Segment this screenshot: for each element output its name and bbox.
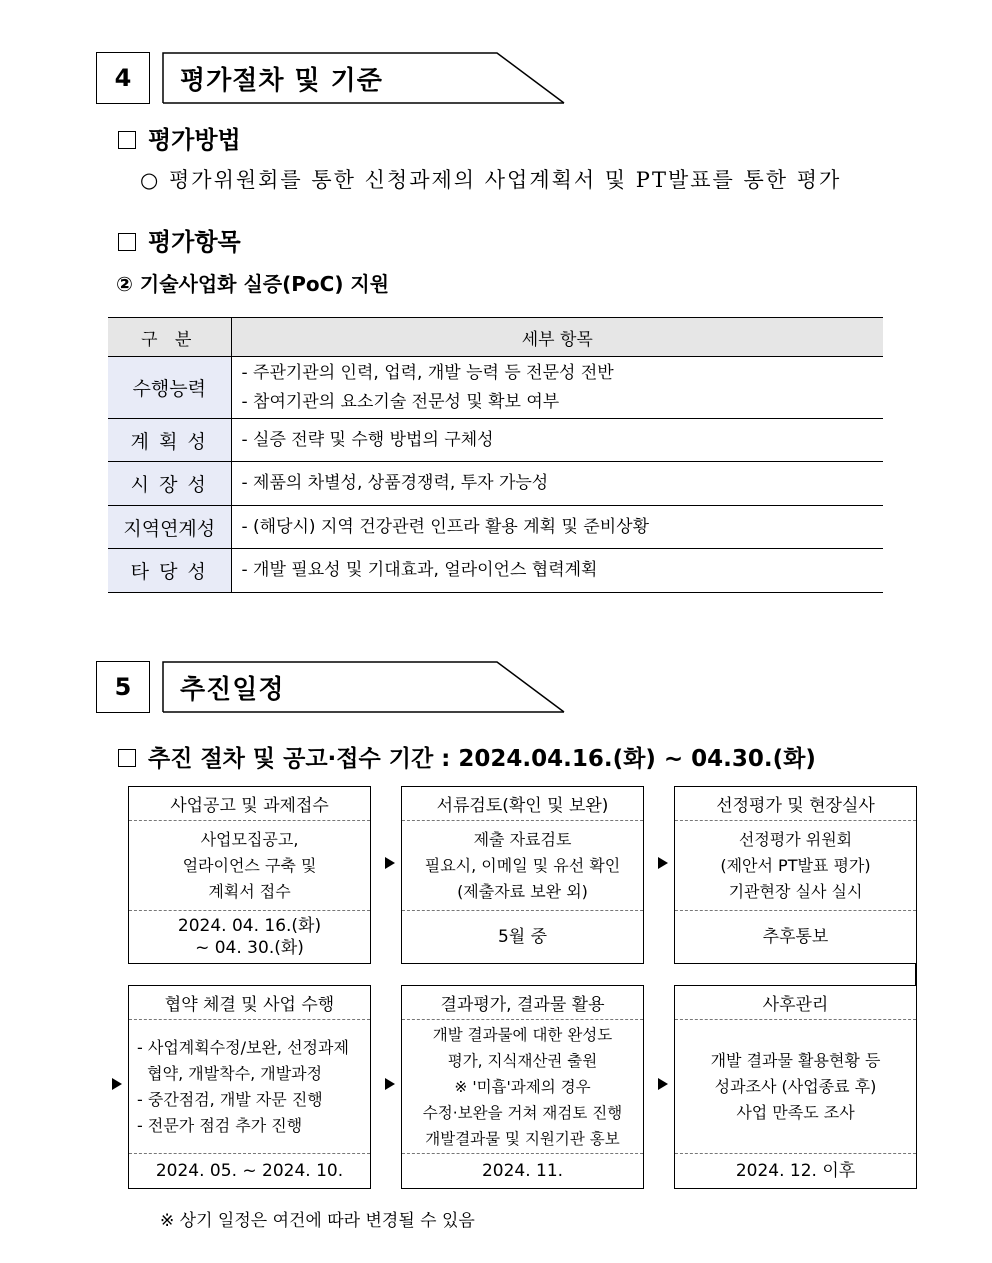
step-body-line: 성과조사 (사업종료 후) xyxy=(714,1076,877,1096)
row-category: 타 당 성 xyxy=(108,549,231,593)
table-row xyxy=(108,357,883,419)
footnote: ※ 상기 일정은 여건에 따라 변경될 수 있음 xyxy=(160,1211,475,1231)
arrow-right-icon xyxy=(112,1078,122,1090)
step-date: 2024. 11. xyxy=(481,1161,564,1181)
step-date: 2024. 04. 16.(화) xyxy=(177,916,322,936)
row-category: 수행능력 xyxy=(108,357,231,419)
table-header-category: 구 분 xyxy=(108,318,231,357)
checkbox-square-icon xyxy=(118,749,136,767)
checkbox-square-icon xyxy=(118,233,136,251)
flow-step-3 xyxy=(674,786,917,964)
step-body-line: 얼라이언스 구축 및 xyxy=(182,855,317,875)
step-body-line: - 전문가 점검 추가 진행 xyxy=(137,1115,303,1135)
connector-line xyxy=(915,963,917,985)
step-title: 협약 체결 및 사업 수행 xyxy=(129,986,370,1020)
step-title: 사업공고 및 과제접수 xyxy=(129,787,370,821)
section-title: 평가절차 및 기준 xyxy=(180,65,383,96)
section-4-header xyxy=(96,52,566,104)
step-body-line: 개발 결과물에 대한 완성도 xyxy=(432,1025,613,1044)
step-body-line: 수정·보완을 거쳐 재검토 진행 xyxy=(422,1103,623,1122)
checkbox-square-icon xyxy=(118,131,136,149)
items-heading: 평가항목 xyxy=(118,222,241,257)
step-title: 선정평가 및 현장실사 xyxy=(675,787,916,821)
criteria-table xyxy=(108,317,883,593)
step-title: 서류검토(확인 및 보완) xyxy=(402,787,643,821)
method-text: ○ 평가위원회를 통한 신청과제의 사업계획서 및 PT발표를 통한 평가 xyxy=(140,168,842,192)
step-body-line: 개발결과물 및 지원기관 홍보 xyxy=(425,1129,620,1148)
step-date: 2024. 05. ~ 2024. 10. xyxy=(155,1161,344,1181)
arrow-right-icon xyxy=(658,1078,668,1090)
flow-step-1 xyxy=(128,786,371,964)
section-number: 4 xyxy=(96,52,150,104)
step-body-line: 사업모집공고, xyxy=(200,829,299,849)
table-row xyxy=(108,419,883,462)
row-detail: - 참여기관의 요소기술 전문성 및 확보 여부 xyxy=(241,391,560,412)
row-detail: - 제품의 차별성, 상품경쟁력, 투자 가능성 xyxy=(241,473,549,493)
section-title: 추진일정 xyxy=(180,674,285,705)
row-detail: - (해당시) 지역 건강관련 인프라 활용 계획 및 준비상황 xyxy=(241,516,649,537)
step-body-line: 개발 결과물 활용현황 등 xyxy=(710,1050,881,1070)
step-date: 2024. 12. 이후 xyxy=(735,1161,856,1181)
step-date: 5월 중 xyxy=(497,927,548,947)
flow-step-5 xyxy=(401,985,644,1189)
items-subheading: ② 기술사업화 실증(PoC) 지원 xyxy=(116,272,390,296)
step-body-line: 선정평가 위원회 xyxy=(738,829,853,849)
step-body-line: 평가, 지식재산권 출원 xyxy=(447,1051,598,1070)
step-title: 결과평가, 결과물 활용 xyxy=(402,986,643,1020)
step-body-line: 사업 만족도 조사 xyxy=(736,1102,855,1122)
step-body-line: ※ '미흡'과제의 경우 xyxy=(454,1077,591,1096)
step-date: 추후통보 xyxy=(762,927,829,947)
arrow-right-icon xyxy=(385,857,395,869)
table-row xyxy=(108,462,883,506)
table-header-details: 세부 항목 xyxy=(231,318,883,357)
step-date: ~ 04. 30.(화) xyxy=(195,938,304,958)
step-body-line: 기관현장 실사 실시 xyxy=(728,881,863,901)
flow-step-2 xyxy=(401,786,644,964)
section-5-header xyxy=(96,661,566,713)
row-category: 지역연계성 xyxy=(108,506,231,549)
step-body-line: 필요시, 이메일 및 유선 확인 xyxy=(424,855,621,875)
step-body-line: - 중간점검, 개발 자문 진행 xyxy=(137,1089,323,1109)
schedule-heading: 추진 절차 및 공고·접수 기간 : 2024.04.16.(화) ~ 04.30.(화) xyxy=(118,740,816,773)
arrow-right-icon xyxy=(658,857,668,869)
row-detail: - 주관기관의 인력, 업력, 개발 능력 등 전문성 전반 xyxy=(241,362,614,383)
step-body-line: (제안서 PT발표 평가) xyxy=(720,855,871,875)
row-category: 계 획 성 xyxy=(108,419,231,462)
step-body-line: 협약, 개발착수, 개발과정 xyxy=(137,1063,323,1083)
method-heading: 평가방법 xyxy=(118,120,241,155)
flow-step-4 xyxy=(128,985,371,1189)
table-row xyxy=(108,549,883,593)
step-body-line: - 사업계획수정/보완, 선정과제 xyxy=(137,1037,349,1057)
section-number: 5 xyxy=(96,661,150,713)
step-body-line: (제출자료 보완 외) xyxy=(457,881,588,901)
step-body-line: 계획서 접수 xyxy=(208,881,291,901)
step-title: 사후관리 xyxy=(675,986,916,1020)
flow-step-6 xyxy=(674,985,917,1189)
table-row xyxy=(108,506,883,549)
arrow-right-icon xyxy=(385,1078,395,1090)
step-body-line: 제출 자료검토 xyxy=(473,829,572,849)
row-category: 시 장 성 xyxy=(108,462,231,506)
row-detail: - 실증 전략 및 수행 방법의 구체성 xyxy=(241,429,494,450)
row-detail: - 개발 필요성 및 기대효과, 얼라이언스 협력계획 xyxy=(241,560,598,580)
